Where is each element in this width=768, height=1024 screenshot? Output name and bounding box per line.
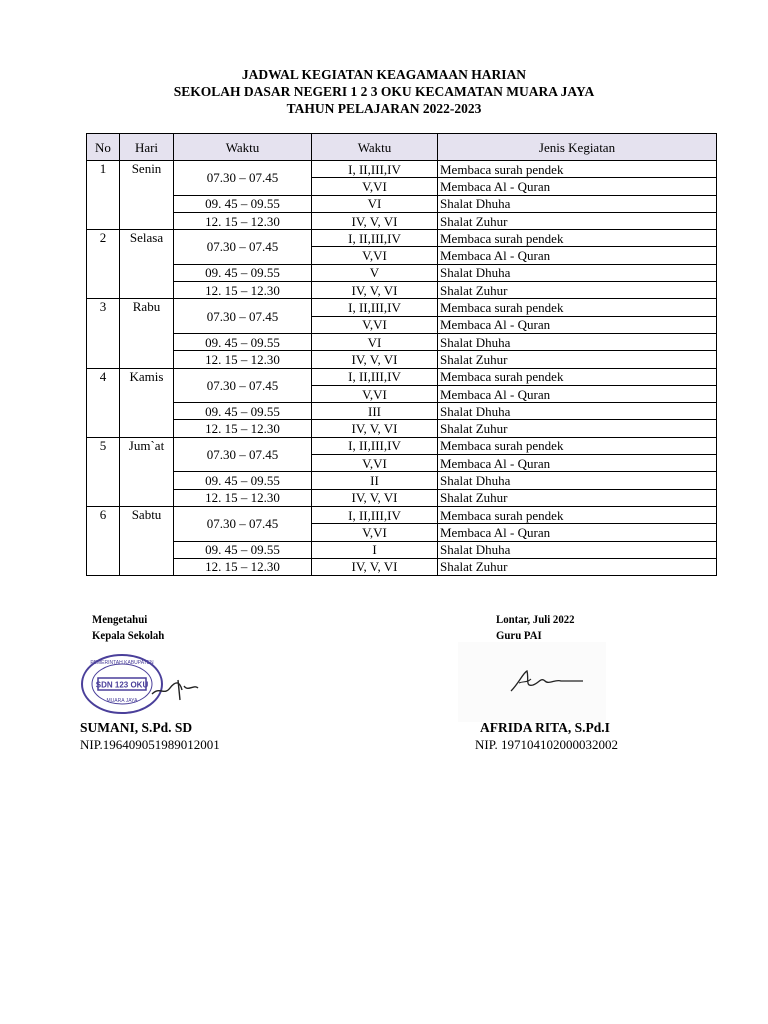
cell-class: V,VI	[312, 178, 438, 195]
cell-class: V,VI	[312, 247, 438, 264]
cell-class: IV, V, VI	[312, 489, 438, 506]
teacher-signature	[505, 665, 585, 699]
cell-activity: Membaca surah pendek	[438, 230, 717, 247]
cell-activity: Membaca Al - Quran	[438, 316, 717, 333]
cell-class: I, II,III,IV	[312, 368, 438, 385]
principal-signature	[150, 676, 200, 702]
table-row	[87, 351, 717, 368]
principal-title: Kepala Sekolah	[92, 628, 165, 642]
cell-class: IV, V, VI	[312, 282, 438, 299]
cell-class: IV, V, VI	[312, 212, 438, 229]
cell-class: V	[312, 264, 438, 281]
cell-activity: Shalat Zuhur	[438, 558, 717, 575]
table-row	[87, 195, 717, 212]
cell-day: Senin	[120, 161, 174, 230]
cell-activity: Shalat Dhuha	[438, 333, 717, 350]
cell-time: 12. 15 – 12.30	[174, 212, 312, 229]
cell-class: V,VI	[312, 316, 438, 333]
header-no: No	[87, 134, 120, 161]
cell-activity: Membaca surah pendek	[438, 161, 717, 178]
cell-time: 12. 15 – 12.30	[174, 282, 312, 299]
table-row	[87, 472, 717, 489]
cell-activity: Shalat Zuhur	[438, 420, 717, 437]
cell-no: 5	[87, 437, 120, 506]
cell-time: 07.30 – 07.45	[174, 161, 312, 196]
table-row	[87, 558, 717, 575]
cell-class: I	[312, 541, 438, 558]
table-row	[87, 264, 717, 281]
table-row	[87, 212, 717, 229]
table-header-row	[87, 134, 717, 161]
cell-activity: Shalat Dhuha	[438, 195, 717, 212]
table-row	[87, 541, 717, 558]
cell-time: 12. 15 – 12.30	[174, 558, 312, 575]
cell-activity: Membaca surah pendek	[438, 368, 717, 385]
cell-class: II	[312, 472, 438, 489]
table-row	[87, 489, 717, 506]
cell-day: Selasa	[120, 230, 174, 299]
cell-time: 12. 15 – 12.30	[174, 351, 312, 368]
cell-class: IV, V, VI	[312, 420, 438, 437]
header-activity: Jenis Kegiatan	[438, 134, 717, 161]
table-row	[87, 282, 717, 299]
cell-time: 07.30 – 07.45	[174, 506, 312, 541]
cell-activity: Membaca Al - Quran	[438, 524, 717, 541]
table-row	[87, 403, 717, 420]
table-row	[87, 420, 717, 437]
cell-class: I, II,III,IV	[312, 299, 438, 316]
cell-no: 6	[87, 506, 120, 575]
cell-no: 3	[87, 299, 120, 368]
cell-class: I, II,III,IV	[312, 161, 438, 178]
cell-time: 09. 45 – 09.55	[174, 541, 312, 558]
table-row	[87, 333, 717, 350]
table-body	[87, 161, 717, 576]
table-row	[87, 368, 717, 385]
table-row	[87, 230, 717, 247]
acknowledge-label: Mengetahui	[92, 612, 148, 626]
teacher-name: AFRIDA RITA, S.Pd.I	[480, 720, 610, 735]
cell-activity: Shalat Dhuha	[438, 472, 717, 489]
cell-activity: Membaca Al - Quran	[438, 385, 717, 402]
cell-activity: Membaca surah pendek	[438, 299, 717, 316]
cell-activity: Shalat Zuhur	[438, 489, 717, 506]
table-row	[87, 299, 717, 316]
cell-activity: Membaca Al - Quran	[438, 178, 717, 195]
cell-day: Kamis	[120, 368, 174, 437]
cell-no: 4	[87, 368, 120, 437]
principal-nip: NIP.196409051989012001	[80, 737, 220, 752]
stamp-bottom-text: MUARA JAYA	[106, 698, 138, 704]
header-day: Hari	[120, 134, 174, 161]
cell-time: 09. 45 – 09.55	[174, 264, 312, 281]
cell-class: IV, V, VI	[312, 351, 438, 368]
cell-day: Rabu	[120, 299, 174, 368]
cell-time: 09. 45 – 09.55	[174, 333, 312, 350]
teacher-nip: NIP. 197104102000032002	[475, 737, 619, 752]
cell-class: VI	[312, 195, 438, 212]
stamp-school-text: SDN 123 OKU	[95, 680, 149, 690]
cell-class: V,VI	[312, 524, 438, 541]
table-row	[87, 506, 717, 523]
cell-activity: Shalat Zuhur	[438, 212, 717, 229]
table-row	[87, 161, 717, 178]
cell-no: 2	[87, 230, 120, 299]
document-title-line3: TAHUN PELAJARAN 2022-2023	[286, 101, 482, 116]
cell-activity: Membaca surah pendek	[438, 506, 717, 523]
header-time: Waktu	[174, 134, 312, 161]
cell-time: 07.30 – 07.45	[174, 437, 312, 472]
cell-class: VI	[312, 333, 438, 350]
cell-time: 12. 15 – 12.30	[174, 420, 312, 437]
cell-time: 09. 45 – 09.55	[174, 472, 312, 489]
cell-time: 09. 45 – 09.55	[174, 195, 312, 212]
cell-activity: Membaca Al - Quran	[438, 247, 717, 264]
cell-class: V,VI	[312, 455, 438, 472]
cell-activity: Shalat Zuhur	[438, 351, 717, 368]
table-row	[87, 437, 717, 454]
cell-activity: Membaca surah pendek	[438, 437, 717, 454]
cell-activity: Shalat Dhuha	[438, 264, 717, 281]
cell-activity: Membaca Al - Quran	[438, 455, 717, 472]
cell-class: IV, V, VI	[312, 558, 438, 575]
cell-class: I, II,III,IV	[312, 437, 438, 454]
header-class: Waktu	[312, 134, 438, 161]
cell-no: 1	[87, 161, 120, 230]
cell-class: I, II,III,IV	[312, 506, 438, 523]
document-title-line1: JADWAL KEGIATAN KEAGAMAAN HARIAN	[241, 67, 527, 82]
cell-activity: Shalat Zuhur	[438, 282, 717, 299]
principal-name: SUMANI, S.Pd. SD	[80, 720, 193, 735]
teacher-title: Guru PAI	[496, 628, 542, 642]
cell-time: 07.30 – 07.45	[174, 230, 312, 265]
document-title-line2: SEKOLAH DASAR NEGERI 1 2 3 OKU KECAMATAN MUARA JAYA	[173, 84, 595, 99]
stamp-top-text: PEMERINTAH KABUPATEN	[90, 660, 154, 666]
place-date: Lontar, Juli 2022	[496, 612, 575, 626]
cell-activity: Shalat Dhuha	[438, 403, 717, 420]
cell-time: 07.30 – 07.45	[174, 368, 312, 403]
cell-activity: Shalat Dhuha	[438, 541, 717, 558]
cell-day: Jum`at	[120, 437, 174, 506]
cell-time: 07.30 – 07.45	[174, 299, 312, 334]
cell-class: III	[312, 403, 438, 420]
cell-class: I, II,III,IV	[312, 230, 438, 247]
schedule-table	[86, 133, 717, 576]
cell-time: 12. 15 – 12.30	[174, 489, 312, 506]
cell-day: Sabtu	[120, 506, 174, 575]
cell-class: V,VI	[312, 385, 438, 402]
cell-time: 09. 45 – 09.55	[174, 403, 312, 420]
